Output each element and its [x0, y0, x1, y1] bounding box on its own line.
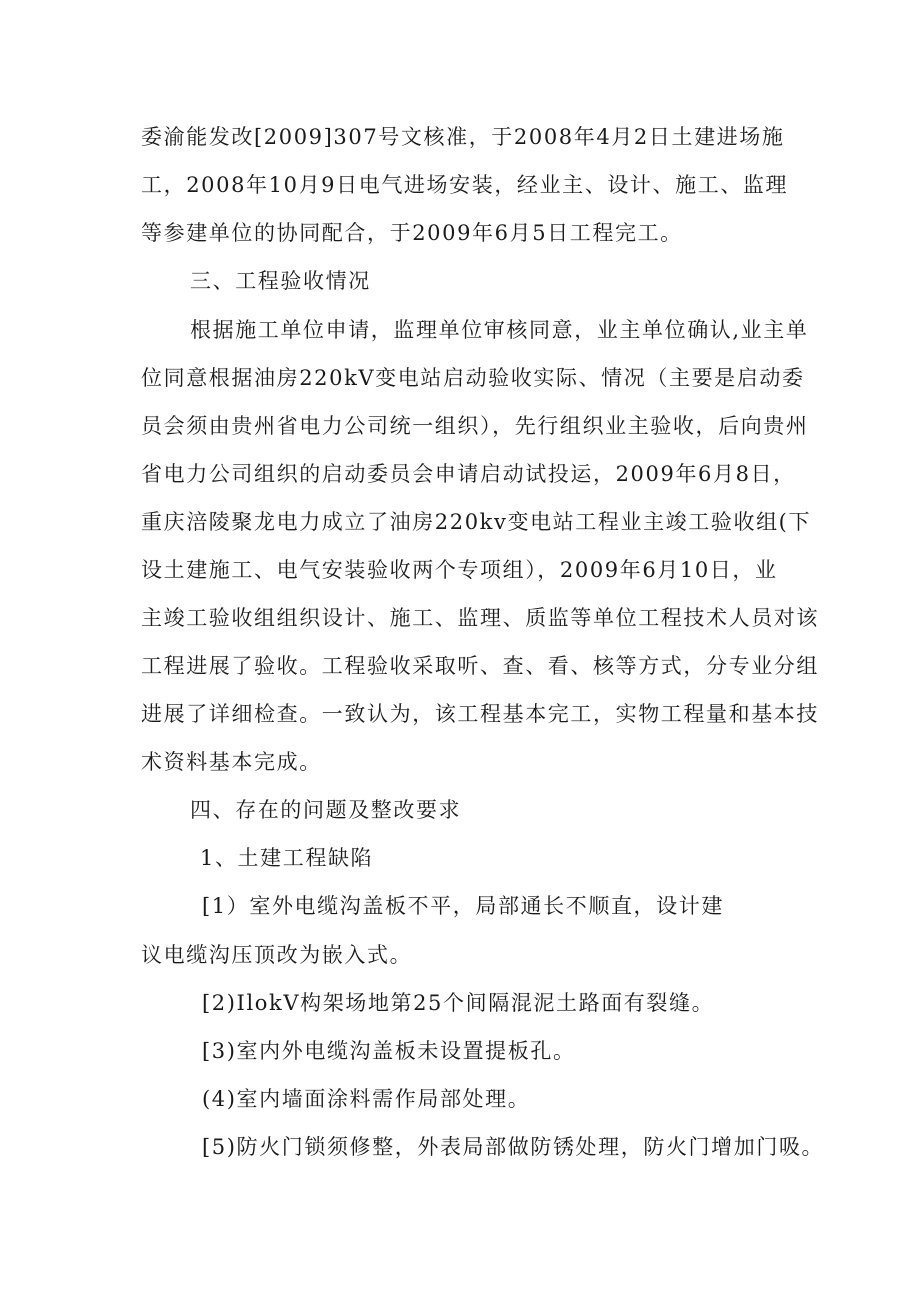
- paragraph-line-2: 工，2008年10月9日电气进场安装，经业主、设计、施工、监理: [141, 173, 789, 197]
- list-item-1: [1）室外电缆沟盖板不平，局部通长不顺直，设计建: [202, 894, 724, 918]
- list-item-5: [5)防火门锁须修整，外表局部做防锈处理，防火门增加门吸。: [202, 1135, 825, 1159]
- list-item-2: [2)IlokV构架场地第25个间隔混泥土路面有裂缝。: [202, 991, 715, 1015]
- paragraph-line-8: 省电力公司组织的启动委员会申请启动试投运，2009年6月8日，: [141, 462, 796, 486]
- list-item-3: [3)室内外电缆沟盖板未设置提板孔。: [202, 1039, 576, 1063]
- paragraph-line-13: 进展了详细检查。一致认为，该工程基本完工，实物工程量和基本技: [141, 702, 819, 726]
- paragraph-line-1: 委渝能发改[2009]307号文核准，于2008年4月2日土建进场施: [141, 125, 785, 149]
- list-item-1-continued: 议电缆沟压顶改为嵌入式。: [141, 943, 413, 967]
- paragraph-line-14: 术资料基本完成。: [141, 750, 322, 774]
- paragraph-line-3: 等参建单位的协同配合，于2009年6月5日工程完工。: [141, 221, 683, 245]
- section-heading-3: 三、工程验收情况: [190, 269, 371, 293]
- paragraph-line-5: 根据施工单位申请，监理单位审核同意，业主单位确认,业主单: [190, 318, 809, 342]
- paragraph-line-10: 设土建施工、电气安装验收两个专项组），2009年6月10日，业: [141, 558, 778, 582]
- paragraph-line-9: 重庆涪陵聚龙电力成立了油房220kv变电站工程业主竣工验收组(下: [141, 510, 812, 534]
- subsection-heading-1: 1、土建工程缺陷: [200, 846, 374, 870]
- list-item-4: (4)室内墙面涂料需作局部处理。: [202, 1087, 531, 1111]
- section-heading-4: 四、存在的问题及整改要求: [190, 798, 462, 822]
- paragraph-line-6: 位同意根据油房220kV变电站启动验收实际、情况（主要是启动委: [141, 366, 805, 390]
- paragraph-line-7: 员会须由贵州省电力公司统一组织），先行组织业主验收，后向贵州: [141, 414, 809, 438]
- paragraph-line-11: 主竣工验收组组织设计、施工、监理、质监等单位工程技术人员对该: [141, 606, 819, 630]
- paragraph-line-12: 工程进展了验收。工程验收采取听、查、看、核等方式，分专业分组: [141, 654, 819, 678]
